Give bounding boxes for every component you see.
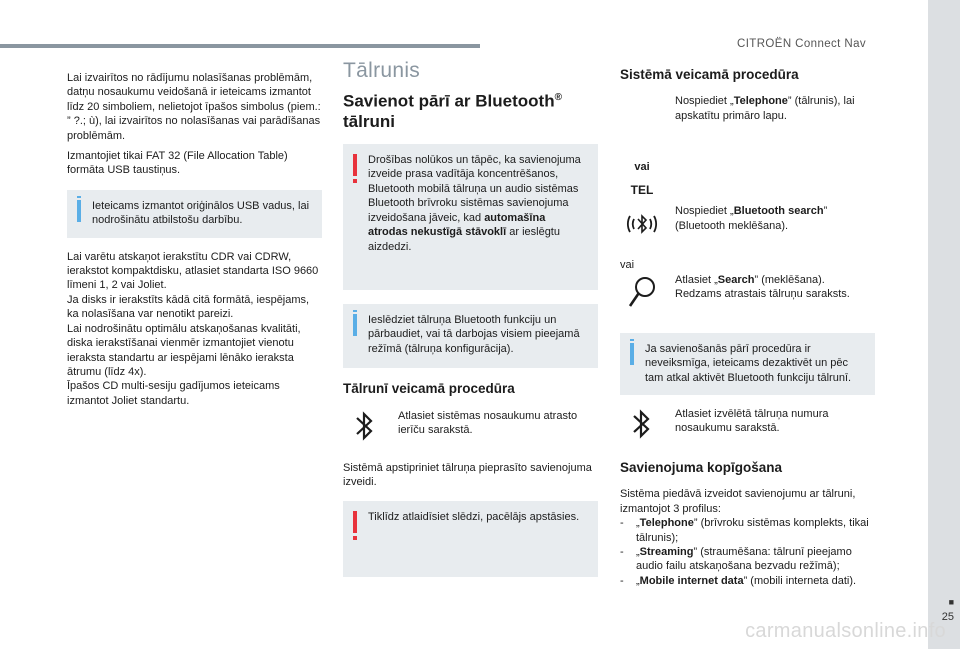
column-phone-pairing bbox=[343, 60, 598, 577]
list-item: - „Mobile internet data” (mobili interneta dati). bbox=[620, 574, 857, 587]
step-bluetooth-search bbox=[620, 204, 875, 250]
page-side-tab bbox=[928, 0, 960, 649]
telephone-key bbox=[620, 100, 664, 197]
step-text: Atlasiet izvēlētā tālruņa numura nosaukumu sarakstā. bbox=[675, 408, 829, 435]
subtitle-line-2: tālruni bbox=[343, 112, 395, 132]
step-telephone bbox=[620, 94, 875, 197]
subtitle-line-1: Savienot pārī ar Bluetooth bbox=[343, 92, 555, 112]
header-rule bbox=[0, 44, 480, 48]
info-icon bbox=[630, 343, 634, 365]
page-number: 25 bbox=[941, 611, 954, 623]
tel-key-label: TEL bbox=[630, 182, 654, 197]
step-search bbox=[620, 273, 875, 317]
paragraph: Sistēma piedāvā izveidot savienojumu ar tālruni, izmantojot 3 profilus: bbox=[620, 488, 856, 515]
next-page-marker: ■ bbox=[948, 597, 954, 607]
column-system-procedure bbox=[620, 60, 875, 588]
magnifier-icon bbox=[620, 273, 664, 315]
paragraph: Lai izvairītos no rādījumu nolasīšanas problēmām, datņu nosaukumu veidošanā ir ieteicams izmantot līdz 20 simboliem, nelietojot īpašos simbolus (piem.: ” ?.; ù), lai izvairītos no nolasīšanas vai parādīšanas problēmām. bbox=[67, 72, 321, 142]
bluetooth-icon bbox=[620, 407, 664, 445]
list-item: - „Streaming” (straumēšana: tālrunī pieejamo audio failu atskaņošana bezvadu režīmā); bbox=[620, 546, 852, 573]
step-text: Atlasiet „Search” (meklēšana). Redzams atrastais tālruņu saraksts. bbox=[675, 273, 850, 301]
step-text: Atlasiet sistēmas nosaukumu atrasto ierīču sarakstā. bbox=[398, 409, 578, 436]
info-icon bbox=[353, 314, 357, 336]
paragraph: Izmantojiet tikai FAT 32 (File Allocation Table) formāta USB taustiņus. bbox=[67, 150, 288, 177]
watermark: carmanualsonline.info bbox=[745, 620, 946, 642]
profile-list bbox=[620, 516, 875, 588]
warning-icon bbox=[353, 511, 357, 533]
procedure-heading: Tālrunī veicamā procedūra bbox=[343, 381, 515, 397]
vai-label: vai bbox=[634, 161, 650, 174]
warning-icon bbox=[353, 154, 357, 176]
warning-note-text: Drošības nolūkos un tāpēc, ka savienojuma izveide prasa vadītāja koncentrēšanos, Bluetooth mobilā tālruņa un audio sistēmas Bluetooth brīvroku sistēmas savienojuma izveidošana jāveic, kad automašīna atrodas nekustīgā stāvoklī ar ieslēgtu aizdedzi. bbox=[368, 154, 581, 253]
bluetooth-icon bbox=[343, 409, 387, 447]
paragraph: Īpašos CD multi-sesiju gadījumos ieteicams izmantot Joliet standartu. bbox=[67, 380, 280, 407]
procedure-heading: Sistēmā veicamā procedūra bbox=[620, 67, 799, 82]
step-text: Nospiediet „Telephone” (tālrunis), lai apskatītu primāro lapu. bbox=[675, 95, 855, 122]
subsection-title bbox=[343, 88, 598, 132]
step-select-system bbox=[343, 409, 598, 449]
info-note bbox=[343, 304, 598, 368]
warning-note bbox=[343, 501, 598, 576]
step-text: Nospiediet „Bluetooth search” (Bluetooth meklēšana). bbox=[675, 205, 828, 232]
paragraph: Ja disks ir ierakstīts kādā citā formātā, iespējams, ka nolasīšana var nenotikt pareizi. bbox=[67, 293, 310, 321]
warning-note-text: Tiklīdz atlaidīsiet slēdzi, pacēlājs apstāsies. bbox=[368, 511, 580, 524]
info-note-text: Ja savienošanās pārī procedūra ir neveiksmīga, ieteicams dezaktivēt un pēc tam atkal aktivēt Bluetooth funkciju tālrunī. bbox=[645, 342, 852, 384]
warning-note bbox=[343, 144, 598, 290]
step-select-phone bbox=[620, 407, 875, 447]
or-label: vai bbox=[620, 259, 635, 272]
list-item: - „Telephone” (brīvroku sistēmas komplekts, tikai tālrunis); bbox=[620, 517, 869, 544]
info-note-text: Ieteicams izmantot oriģinālos USB vadus, lai nodrošinātu atbilstošu darbību. bbox=[92, 199, 310, 227]
section-title: Tālrunis bbox=[343, 59, 421, 82]
sharing-heading: Savienojuma kopīgošana bbox=[620, 460, 783, 476]
paragraph: Lai nodrošinātu optimālu atskaņošanas kvalitāti, diska ierakstīšanai vienmēr izmantojiet vienotu ieraksta standartu ar iespējami lēnāko ieraksta ātrumu (līdz 4x). bbox=[67, 322, 301, 378]
info-note bbox=[620, 333, 875, 395]
registered-mark: ® bbox=[554, 92, 562, 104]
column-usb-cd bbox=[67, 71, 322, 408]
paragraph: Lai varētu atskaņot ierakstītu CDR vai CDRW, ierakstot kompaktdisku, atlasiet standarta ISO 9660 līmeni 1, 2 vai Joliet. bbox=[67, 250, 319, 292]
paragraph: Sistēmā apstipriniet tālruņa pieprasīto savienojuma izveidi. bbox=[343, 461, 592, 488]
header-title: CITROËN Connect Nav bbox=[737, 38, 867, 50]
info-note bbox=[67, 190, 322, 238]
info-note-text: Ieslēdziet tālruņa Bluetooth funkciju un pārbaudiet, vai tā darbojas visiem pieejamā režīmā (tālruņa konfigurācija). bbox=[368, 313, 580, 355]
bluetooth-search-icon bbox=[620, 204, 664, 248]
info-icon bbox=[77, 200, 81, 222]
